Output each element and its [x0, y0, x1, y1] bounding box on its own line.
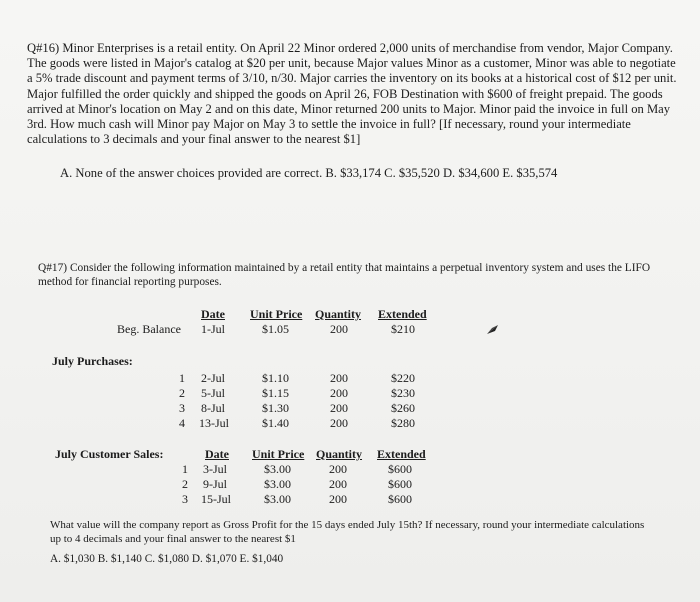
col-header-date: Date [201, 307, 225, 321]
sale-row-number: 3 [182, 492, 188, 506]
question-17-choices: A. $1,030 B. $1,140 C. $1,080 D. $1,070 E. $1,040 [50, 553, 284, 565]
col-header-extended: Extended [378, 307, 427, 321]
beg-balance-quantity: 200 [330, 322, 348, 336]
beg-balance-unit-price: $1.05 [262, 322, 289, 336]
col-header-quantity: Quantity [315, 307, 362, 321]
purchase-row-quantity: 200 [330, 401, 348, 415]
sale-row-unit-price: $3.00 [264, 492, 291, 506]
question-17-intro: Q#17) Consider the following information maintained by a retail entity that maintains a perpetual inventory system and uses the LIFO method for financial reporting purposes. [38, 262, 651, 288]
purchase-row-date: 8-Jul [201, 401, 225, 415]
question-16-choices: A. None of the answer choices provided are correct. B. $33,174 C. $35,520 D. $34,600 E. $35,574 [60, 166, 558, 180]
purchase-row-date: 5-Jul [201, 386, 225, 400]
purchase-row-number: 1 [179, 371, 185, 385]
sale-row-number: 1 [182, 462, 188, 476]
purchase-row-unit-price: $1.30 [262, 401, 289, 415]
purchases-label: July Purchases: [52, 354, 133, 368]
purchase-row-quantity: 200 [330, 371, 348, 385]
purchase-row-unit-price: $1.10 [262, 371, 289, 385]
sales-header-extended: Extended [377, 447, 426, 461]
purchase-row-number: 2 [179, 386, 185, 400]
beg-balance-date: 1-Jul [201, 322, 225, 336]
question-16-text: Q#16) Minor Enterprises is a retail entity. On April 22 Minor ordered 2,000 units of merchandise from vendor, Major Company. The goods were listed in Major's catalog at $20 per unit, because Major values Minor as a customer, Minor was able to negotiate a 5% trade discount and payment terms of 3/10, n/30. Major carries the inventory on its books at a historical cost of $12 per unit. Major fulfilled the order quickly and shipped the goods on April 26, FOB Destination with $600 of freight prepaid. The goods arrived at Minor's location on May 2 and on this date, Minor returned 200 units to Major. Minor paid the invoice in full on May 3rd. How much cash will Minor pay Major on May 3 to settle the invoice in full? [If necessary, round your intermediate calculations to 3 decimals and your final answer to the nearest $1] [27, 41, 677, 147]
sale-row-extended: $600 [388, 462, 412, 476]
sales-header-date: Date [205, 447, 229, 461]
purchase-row-date: 13-Jul [199, 416, 229, 430]
beg-balance-label: Beg. Balance [117, 322, 181, 336]
purchase-row-extended: $280 [391, 416, 415, 430]
sale-row-unit-price: $3.00 [264, 462, 291, 476]
sale-row-quantity: 200 [329, 462, 347, 476]
col-header-unit-price: Unit Price [250, 307, 303, 321]
mouse-pointer-icon [486, 322, 500, 336]
sales-label: July Customer Sales: [55, 447, 164, 461]
sale-row-date: 15-Jul [201, 492, 231, 506]
sale-row-extended: $600 [388, 477, 412, 491]
sale-row-date: 9-Jul [203, 477, 227, 491]
question-17-prompt: What value will the company report as Gross Profit for the 15 days ended July 15th? If necessary, round your intermediate calculations up to 4 decimals and your final answer to the nearest $1 [50, 519, 645, 545]
purchase-row-extended: $230 [391, 386, 415, 400]
purchase-row-quantity: 200 [330, 416, 348, 430]
purchase-row-number: 4 [179, 416, 185, 430]
purchase-row-number: 3 [179, 401, 185, 415]
purchase-row-unit-price: $1.15 [262, 386, 289, 400]
sale-row-date: 3-Jul [203, 462, 227, 476]
purchase-row-unit-price: $1.40 [262, 416, 289, 430]
sale-row-unit-price: $3.00 [264, 477, 291, 491]
purchase-row-date: 2-Jul [201, 371, 225, 385]
sale-row-quantity: 200 [329, 492, 347, 506]
beg-balance-extended: $210 [391, 322, 415, 336]
sales-header-unit-price: Unit Price [252, 447, 305, 461]
purchase-row-quantity: 200 [330, 386, 348, 400]
purchase-row-extended: $260 [391, 401, 415, 415]
sale-row-number: 2 [182, 477, 188, 491]
purchase-row-extended: $220 [391, 371, 415, 385]
sale-row-extended: $600 [388, 492, 412, 506]
sale-row-quantity: 200 [329, 477, 347, 491]
sales-header-quantity: Quantity [316, 447, 363, 461]
